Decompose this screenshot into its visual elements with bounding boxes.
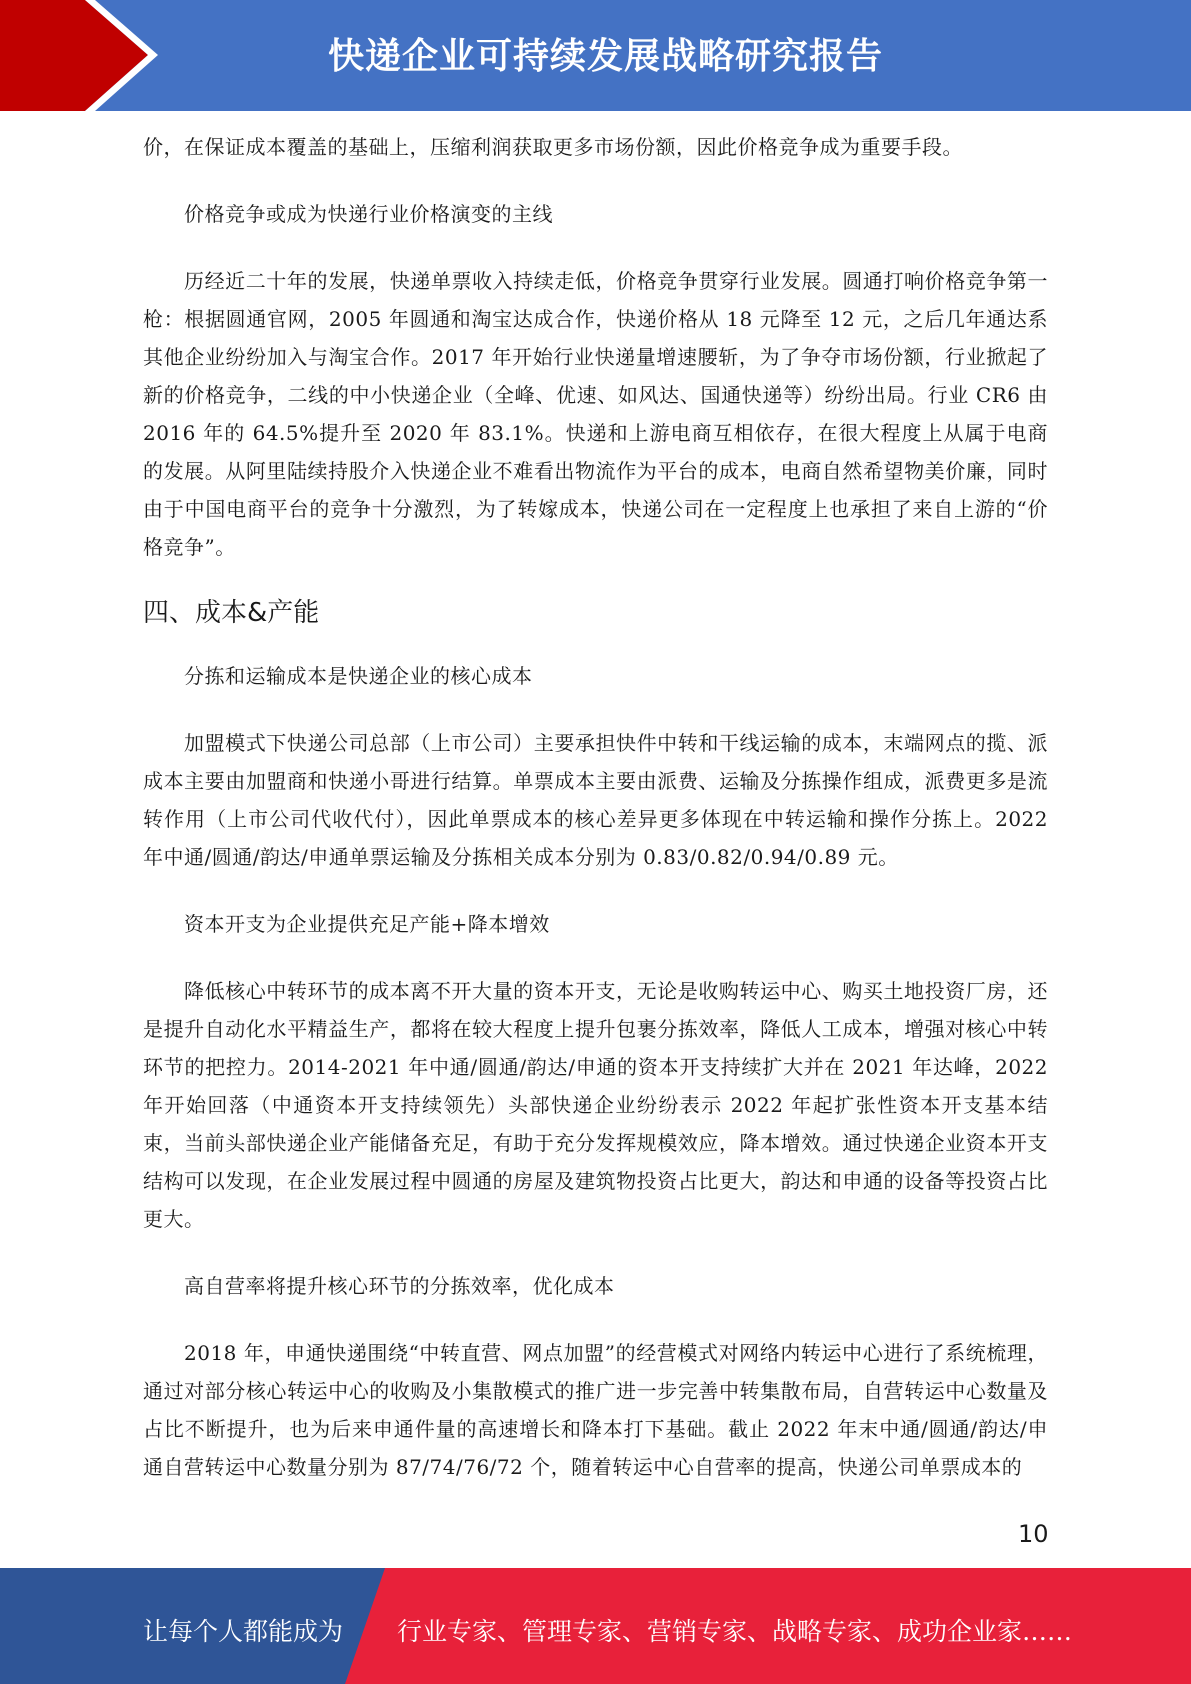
subheading: 资本开支为企业提供充足产能+降本增效: [184, 912, 550, 936]
footer-slogan-right: 行业专家、管理专家、营销专家、战略专家、成功企业家……: [397, 1617, 1073, 1646]
page-header: [0, 0, 1191, 111]
paragraph: 历经近二十年的发展，快递单票收入持续走低，价格竞争贯穿行业发展。圆通打响价格竞争第一枪：根据圆通官网，2005 年圆通和淘宝达成合作，快递价格从 18 元降至 12 元，之后几年通达系其他企业纷纷加入与淘宝合作。2017 年开始行业快递量增速腰斩，为了争夺市场份额，行业掀起了新的价格竞争，二线的中小快递企业（全峰、优速、如风达、国通快递等）纷纷出局。行业 CR6 由 2016 年的 64.5%提升至 2020 年 83.1%。快递和上游电商互相依存，在很大程度上从属于电商的发展。从阿里陆续持股介入快递企业不难看出物流作为平台的成本，电商自然希望物美价廉，同时由于中国电商平台的竞争十分激烈，为了转嫁成本，快递公司在一定程度上也承担了来自上游的“价格竞争”。: [143, 269, 1048, 559]
paragraph: 降低核心中转环节的成本离不开大量的资本开支，无论是收购转运中心、购买土地投资厂房，还是提升自动化水平精益生产，都将在较大程度上提升包裹分拣效率，降低人工成本，增强对核心中转环节的把控力。2014-2021 年中通/圆通/韵达/申通的资本开支持续扩大并在 2021 年达峰，2022 年开始回落（中通资本开支持续领先）头部快递企业纷纷表示 2022 年起扩张性资本开支基本结束，当前头部快递企业产能储备充足，有助于充分发挥规模效应，降本增效。通过快递企业资本开支结构可以发现，在企业发展过程中圆通的房屋及建筑物投资占比更大，韵达和申通的设备等投资占比更大。: [143, 979, 1048, 1231]
page-footer: [0, 1568, 1191, 1684]
subheading: 价格竞争或成为快递行业价格演变的主线: [184, 202, 553, 226]
paragraph: 加盟模式下快递公司总部（上市公司）主要承担快件中转和干线运输的成本，末端网点的揽、派成本主要由加盟商和快递小哥进行结算。单票成本主要由派费、运输及分拣操作组成，派费更多是流转作用（上市公司代收代付），因此单票成本的核心差异更多体现在中转运输和操作分拣上。2022 年中通/圆通/韵达/申通单票运输及分拣相关成本分别为 0.83/0.82/0.94/0.89 元。: [143, 731, 1048, 869]
subheading: 分拣和运输成本是快递企业的核心成本: [184, 664, 533, 688]
page-number: 10: [1018, 1520, 1049, 1548]
subheading: 高自营率将提升核心环节的分拣效率，优化成本: [184, 1274, 615, 1298]
report-title: 快递企业可持续发展战略研究报告: [327, 36, 883, 77]
paragraph: 价，在保证成本覆盖的基础上，压缩利润获取更多市场份额，因此价格竞争成为重要手段。: [143, 135, 963, 159]
page-content: [143, 128, 1048, 1486]
paragraph: 2018 年，申通快递围绕“中转直营、网点加盟”的经营模式对网络内转运中心进行了系统梳理，通过对部分核心转运中心的收购及小集散模式的推广进一步完善中转集散布局，自营转运中心数量及占比不断提升，也为后来申通件量的高速增长和降本打下基础。截止 2022 年末中通/圆通/韵达/申通自营转运中心数量分别为 87/74/76/72 个，随着转运中心自营率的提高，快递公司单票成本的: [143, 1341, 1048, 1479]
footer-slogan-left: 让每个人都能成为: [143, 1617, 344, 1646]
section-heading: 四、成本&产能: [143, 598, 320, 628]
